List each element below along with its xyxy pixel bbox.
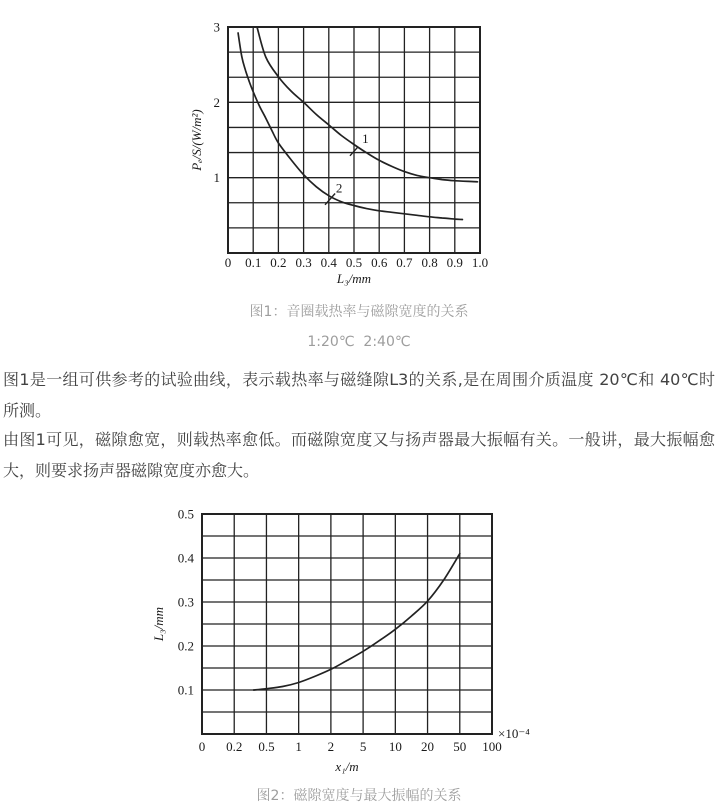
- x-tick-label: 5: [359, 739, 367, 754]
- x-tick-label: 0.9: [446, 255, 463, 270]
- y-tick-label: 3: [213, 19, 220, 35]
- paragraph-2: 由图1可见，磁隙愈宽，则载热率愈低。而磁隙宽度又与扬声器最大振幅有关。一般讲，最大振幅愈大，则要求扬声器磁隙宽度亦愈大。: [3, 430, 715, 480]
- curve-label: 2: [335, 180, 343, 196]
- x-axis-title: L₃/mm: [336, 271, 372, 286]
- x-axis-multiplier: ×10⁻⁴: [498, 726, 530, 741]
- curve-label: 1: [362, 131, 369, 147]
- paragraph-1: 图1是一组可供参考的试验曲线，表示载热率与磁缝隙L3的关系,是在周围介质温度 20℃和 40℃时所测。: [3, 370, 715, 420]
- y-tick-label: 2: [213, 94, 220, 110]
- y-tick-label: 1: [213, 170, 220, 186]
- x-tick-label: 0.5: [258, 739, 275, 754]
- x-tick-label: 10: [388, 739, 402, 754]
- x-tick-label: 0.8: [421, 255, 438, 270]
- x-tick-label: 50: [453, 739, 467, 754]
- figure1-caption: 图1：音圈载热率与磁隙宽度的关系: [249, 304, 469, 320]
- x-tick-label: 0.2: [226, 739, 243, 754]
- y-tick-label: 0.3: [177, 594, 194, 610]
- x-tick-label: 0.6: [371, 255, 388, 270]
- x-tick-label: 0.2: [270, 255, 287, 270]
- x-tick-label: 0.3: [295, 255, 312, 270]
- figure2-chart: [140, 500, 575, 800]
- x-tick-label: 100: [482, 739, 502, 754]
- y-tick-label: 0.4: [177, 550, 194, 566]
- y-tick-label: 0.2: [177, 638, 194, 654]
- x-tick-label: 0.5: [345, 255, 363, 270]
- x-tick-label: 20: [421, 739, 435, 754]
- x-tick-label: 1: [295, 739, 302, 754]
- x-tick-label: 0.4: [320, 255, 337, 270]
- x-tick-label: 0: [198, 739, 206, 754]
- x-tick-label: 0.1: [245, 255, 262, 270]
- y-axis-title: L₃/mm: [151, 606, 166, 642]
- figure1-chart: [150, 10, 545, 302]
- x-tick-label: 0.7: [396, 255, 413, 270]
- figure1-legend-note: 1:20℃ 2:40℃: [307, 334, 411, 350]
- y-tick-label: 0.5: [177, 506, 194, 522]
- curve: [238, 33, 462, 220]
- figure2-caption: 图2：磁隙宽度与最大振幅的关系: [256, 788, 462, 804]
- curve: [254, 554, 460, 690]
- x-tick-label: 2: [327, 739, 335, 754]
- x-axis-title: x₁/m: [335, 759, 359, 774]
- x-tick-label: 1.0: [471, 255, 489, 270]
- y-tick-label: 0.1: [177, 682, 194, 698]
- x-tick-label: 0: [224, 255, 232, 270]
- y-axis-title: Pₑ/S/(W/m²): [189, 109, 204, 171]
